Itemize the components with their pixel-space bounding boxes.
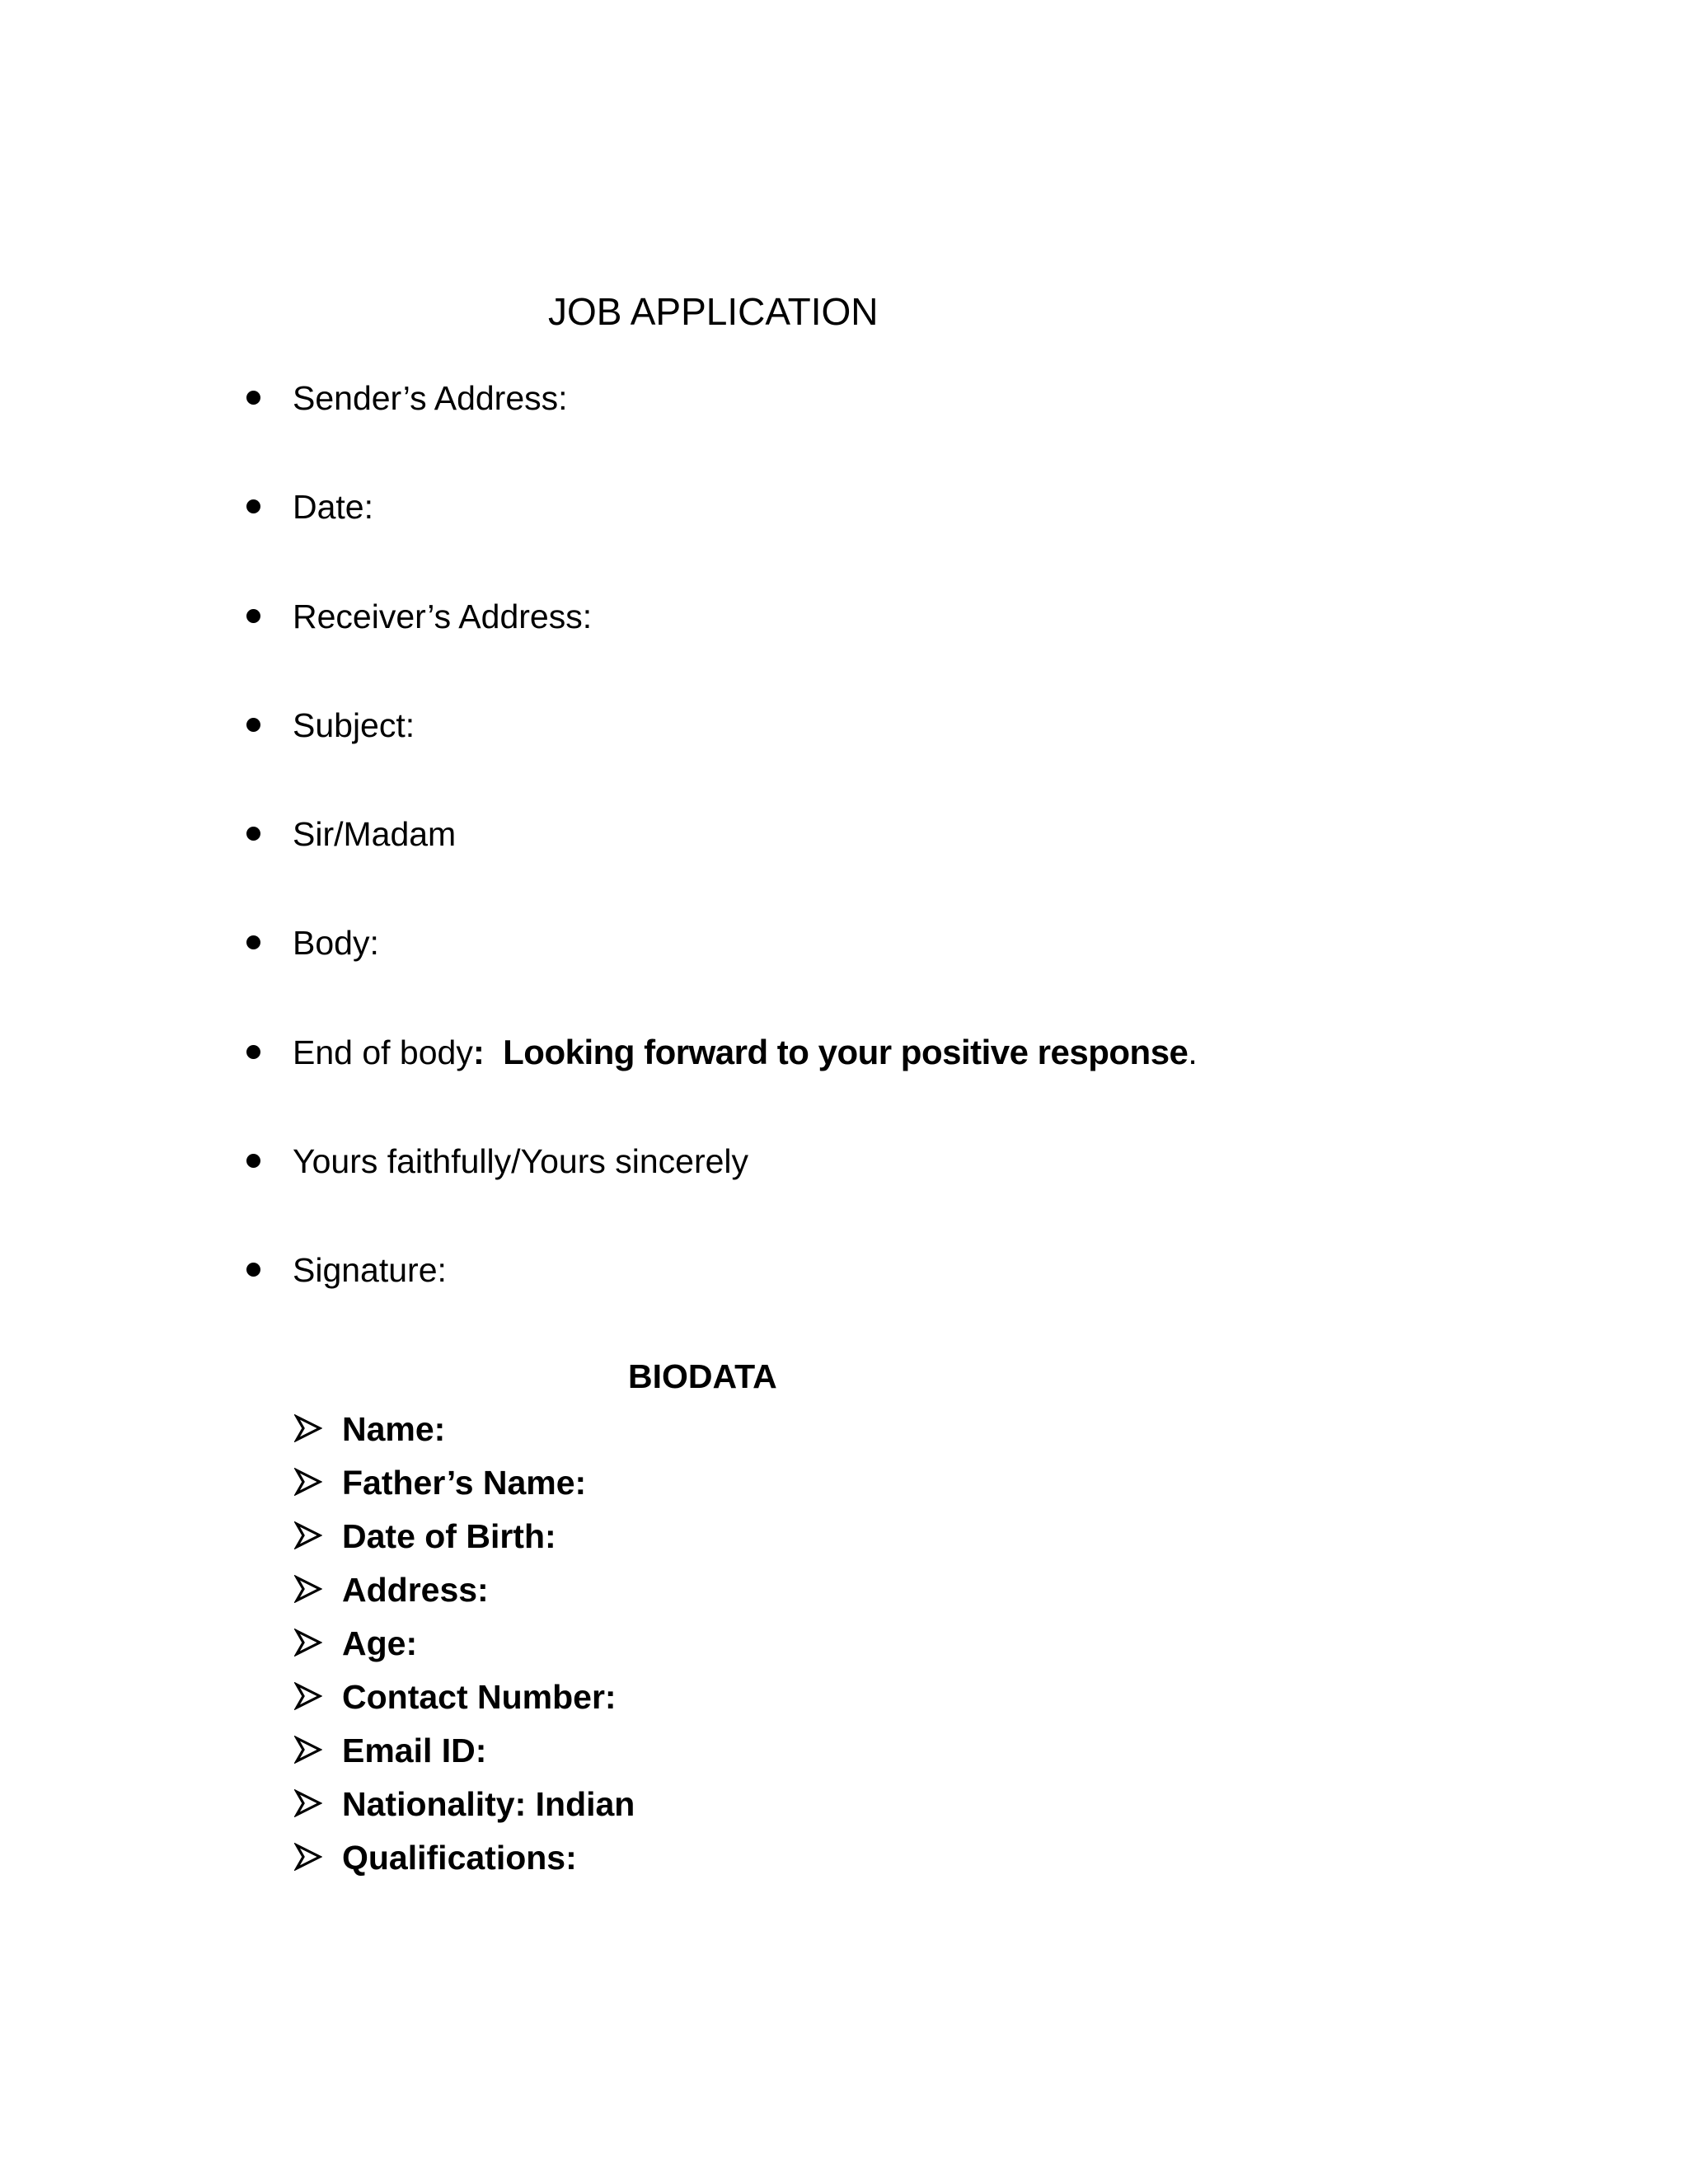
arrow-bullet-icon xyxy=(294,1789,322,1817)
arrow-bullet-icon xyxy=(294,1843,322,1871)
arrow-bullet-icon xyxy=(294,1575,322,1603)
end-of-body-colon: : xyxy=(472,1032,485,1071)
date-of-birth-label: Date of Birth: xyxy=(342,1517,556,1555)
bullet-icon xyxy=(246,499,260,513)
arrow-bullet-icon xyxy=(294,1629,322,1657)
email-id-label: Email ID: xyxy=(342,1732,487,1769)
end-of-body-period: . xyxy=(1188,1033,1198,1071)
age-label: Age: xyxy=(342,1624,418,1662)
senders-address-label: Sender’s Address: xyxy=(293,379,568,417)
bullet-icon xyxy=(246,935,260,949)
address-label: Address: xyxy=(342,1571,489,1609)
complimentary-close-label: Yours faithfully/Yours sincerely xyxy=(293,1142,749,1181)
date-label: Date: xyxy=(293,488,373,527)
biodata-title: BIODATA xyxy=(628,1357,777,1395)
qualifications-label: Qualifications: xyxy=(342,1839,577,1877)
bullet-icon xyxy=(246,391,260,405)
contact-number-label: Contact Number: xyxy=(342,1678,617,1716)
receivers-address-label: Receiver’s Address: xyxy=(293,597,593,635)
salutation-label: Sir/Madam xyxy=(293,815,457,854)
nationality-label: Nationality: Indian xyxy=(342,1785,635,1823)
arrow-bullet-icon xyxy=(294,1682,322,1710)
bullet-icon xyxy=(246,1263,260,1277)
subject-label: Subject: xyxy=(293,705,415,744)
closing-phrase: Looking forward to your positive response xyxy=(503,1032,1189,1071)
arrow-bullet-icon xyxy=(294,1414,322,1442)
bullet-icon xyxy=(246,827,260,841)
body-label: Body: xyxy=(293,924,379,963)
end-of-body-line xyxy=(293,1029,1198,1076)
arrow-bullet-icon xyxy=(294,1521,322,1549)
signature-label: Signature: xyxy=(293,1251,447,1290)
arrow-bullet-icon xyxy=(294,1468,322,1496)
name-label: Name: xyxy=(342,1410,446,1448)
bullet-icon xyxy=(246,1154,260,1168)
end-of-body-label: End of body xyxy=(293,1033,473,1071)
page-title: JOB APPLICATION xyxy=(548,290,879,333)
bullet-icon xyxy=(246,1045,260,1059)
fathers-name-label: Father’s Name: xyxy=(342,1464,587,1502)
arrow-bullet-icon xyxy=(294,1736,322,1764)
bullet-icon xyxy=(246,609,260,623)
bullet-icon xyxy=(246,718,260,732)
